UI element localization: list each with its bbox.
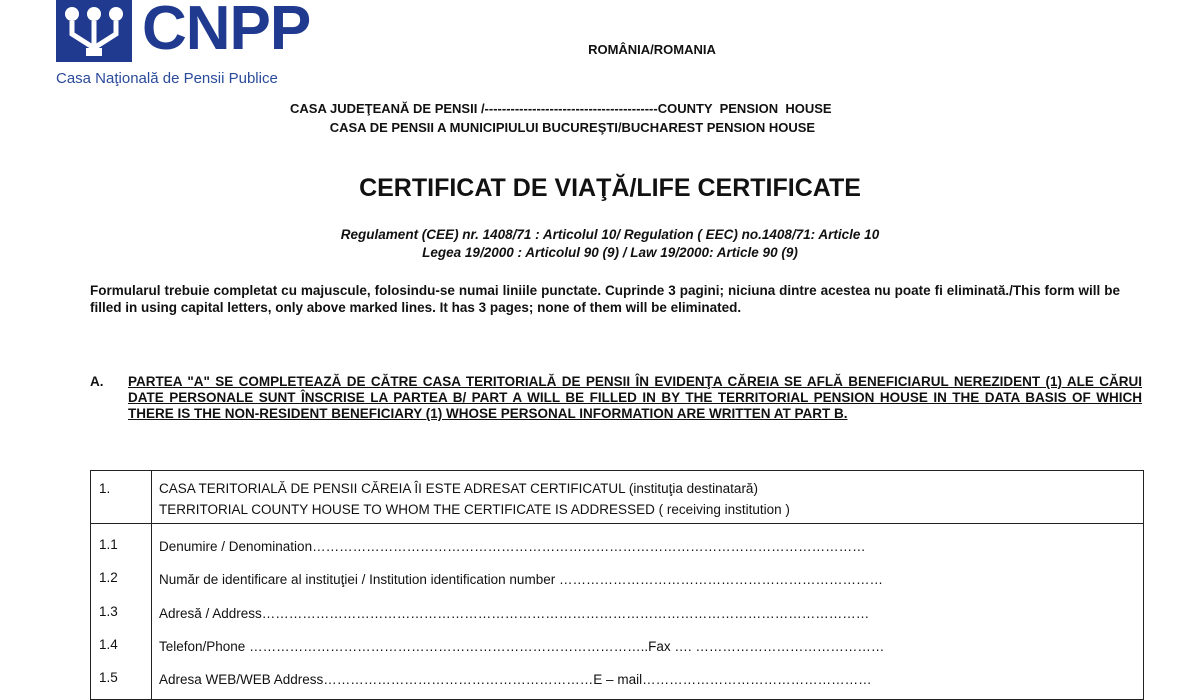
regulation-line-1: Regulament (CEE) nr. 1408/71 : Articolul 10/ Regulation ( EEC) no.1408/71: Article 10 (340, 227, 880, 242)
section-a (90, 374, 1142, 422)
county-line-1: CASA JUDEŢEANĂ DE PENSII /----------------------------------------COUNTY PENSION HOUSE (290, 101, 832, 116)
county-pension-house (290, 99, 832, 137)
field-row-address[interactable] (91, 598, 1143, 631)
field-number: 1.4 (99, 637, 118, 652)
field-label: Denumire / Denomination…………………………………………………………………………………………………………… (159, 539, 866, 554)
receiving-institution-table (90, 470, 1144, 700)
document-title: CERTIFICAT DE VIAŢĂ/LIFE CERTIFICATE (359, 174, 861, 202)
field-number: 1.2 (99, 570, 118, 585)
county-line-2: CASA DE PENSII A MUNICIPIULUI BUCUREŞTI/BUCHAREST PENSION HOUSE (290, 120, 816, 135)
section-a-text: PARTEA "A" SE COMPLETEAZĂ DE CĂTRE CASA TERITORIALĂ DE PENSII ÎN EVIDENŢA CĂREIA SE AFLĂ BENEFICIARUL NEREZIDENT (1) ALE CĂRUI DATE PERSONALE SUNT ÎNSCRISE LA PARTEA B/ PART A WILL BE FILLED IN BY THE TERRITORIAL PENSION HOUSE IN THE DATA BASIS OF WHICH THERE IS THE NON-RESIDENT BENEFICIARY (1) WHOSE PERSONAL INFORMATION ARE WRITTEN AT PART B. (128, 374, 1142, 421)
section-number: 1. (99, 481, 111, 496)
form-instructions: Formularul trebuie completat cu majuscule, folosindu-se numai liniile punctate. Cuprinde 3 pagini; niciuna dintre acestea nu poate fi eliminată./This form will be filled in using capital letters, only above marked lines. It has 3 pages; none of them will be eliminated. (90, 283, 1120, 315)
field-row-denomination[interactable] (91, 531, 1143, 564)
field-label: Telefon/Phone ……………………………………………………………………………..Fax …. …………………………………… (159, 639, 885, 654)
section-heading (159, 478, 790, 520)
field-row-web-email[interactable] (91, 664, 1143, 697)
logo-subtitle: Casa Naţională de Pensii Publice (56, 70, 278, 87)
regulation-reference (0, 226, 1200, 262)
field-number: 1.3 (99, 604, 118, 619)
section-heading-en: TERRITORIAL COUNTY HOUSE TO WHOM THE CERTIFICATE IS ADDRESSED ( receiving institution ) (159, 502, 790, 517)
regulation-line-2: Legea 19/2000 : Articolul 90 (9) / Law 19/2000: Article 90 (9) (422, 245, 798, 260)
field-row-phone-fax[interactable] (91, 631, 1143, 664)
field-number: 1.5 (99, 670, 118, 685)
country-header: ROMÂNIA/ROMANIA (588, 42, 716, 57)
logo-brand: CNPP (142, 0, 311, 63)
table-header-divider (91, 523, 1143, 524)
section-a-letter: A. (90, 374, 104, 389)
field-row-identification-number[interactable] (91, 564, 1143, 597)
field-number: 1.1 (99, 537, 118, 552)
section-heading-ro: CASA TERITORIALĂ DE PENSII CĂREIA ÎI ESTE ADRESAT CERTIFICATUL (instituţia destinatară) (159, 481, 758, 496)
field-label: Adresa WEB/WEB Address……………………………………………………E – mail…………………………………………… (159, 672, 872, 687)
field-label: Adresă / Address……………………………………………………………………………………………………………………… (159, 606, 870, 621)
field-label: Număr de identificare al instituţiei / Institution identification number ……………………………………………………………… (159, 572, 883, 587)
